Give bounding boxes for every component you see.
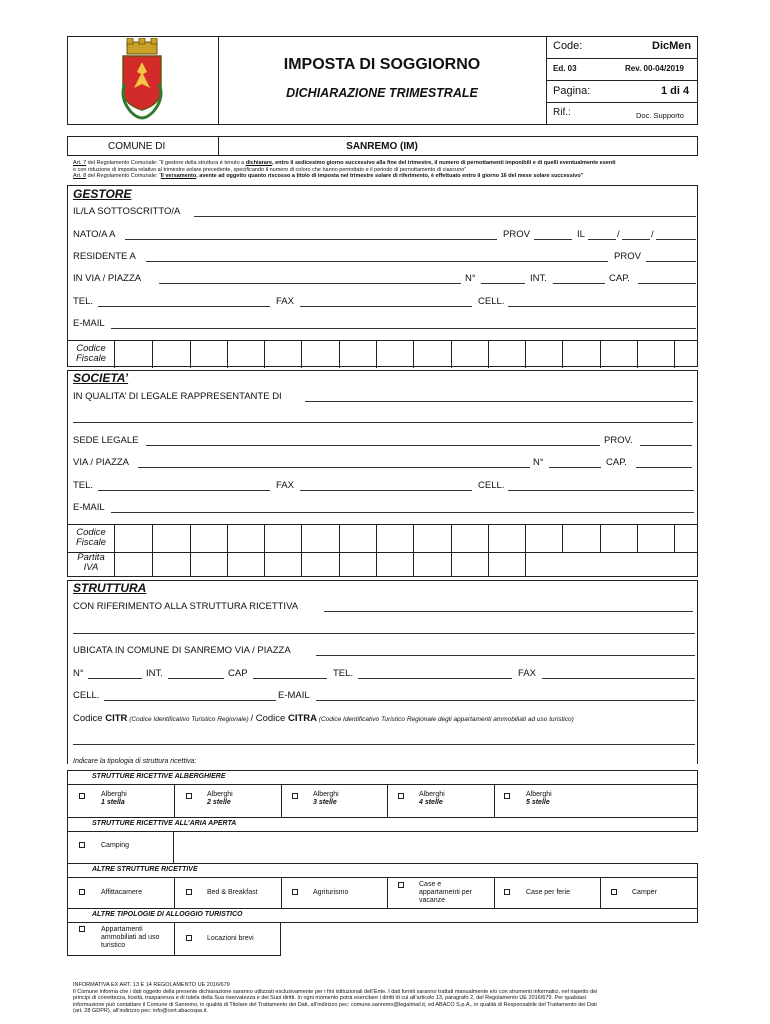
opt-appartamenti: Appartamenti ammobiliati ad uso turistico: [101, 926, 160, 949]
riferimento-label: CON RIFERIMENTO ALLA STRUTTURA RICETTIVA: [73, 601, 299, 612]
societa-civico-label: N°: [533, 457, 544, 468]
legale-label: IN QUALITA’ DI LEGALE RAPPRESENTANTE DI: [73, 391, 282, 402]
sede-prov-label: PROV.: [604, 435, 633, 446]
struttura-cell-input[interactable]: [104, 700, 276, 701]
opt-case-vacanze: Case e appartamenti per vacanze: [419, 881, 472, 904]
opt-alberghi-3: Alberghi 3 stelle: [313, 791, 339, 806]
code-value: DicMen: [652, 40, 692, 52]
opt-case-ferie: Case per ferie: [526, 889, 570, 896]
societa-cell-input[interactable]: [508, 490, 694, 491]
civico-input[interactable]: [481, 283, 525, 284]
checkbox-agriturismo[interactable]: [292, 889, 298, 895]
checkbox-alberghi-2[interactable]: [186, 793, 192, 799]
struttura-cap-label: CAP: [228, 668, 248, 679]
struttura-email-input[interactable]: [316, 700, 695, 701]
il-label: IL: [577, 229, 585, 240]
comune-value: SANREMO (IM): [346, 141, 418, 152]
opt-agriturismo: Agriturismo: [313, 889, 349, 896]
email-input[interactable]: [111, 328, 696, 329]
societa-via-label: VIA / PIAZZA: [73, 457, 129, 468]
indicare-label: Indicare la tipologia di struttura ricettiva:: [73, 758, 197, 765]
societa-fax-label: FAX: [276, 480, 294, 491]
residente-prov-input[interactable]: [646, 261, 696, 262]
societa-tel-label: TEL.: [73, 480, 94, 491]
cell-label: CELL.: [478, 296, 505, 307]
societa-cell-label: CELL.: [478, 480, 505, 491]
tel-label: TEL.: [73, 296, 94, 307]
checkbox-locazioni-brevi[interactable]: [186, 935, 192, 941]
checkbox-camping[interactable]: [79, 842, 85, 848]
code-label: Code:: [553, 40, 583, 52]
residente-prov-label: PROV: [614, 251, 641, 262]
opt-alberghi-5: Alberghi 5 stelle: [526, 791, 552, 806]
gestore-cf-grid[interactable]: Codice Fiscale: [67, 340, 698, 368]
societa-email-label: E-MAIL: [73, 502, 105, 513]
struttura-civico-label: N°: [73, 668, 84, 679]
opt-bed-breakfast: Bed & Breakfast: [207, 889, 258, 896]
sede-label: SEDE LEGALE: [73, 435, 139, 446]
struttura-interno-label: INT.: [146, 668, 163, 679]
checkbox-alberghi-1[interactable]: [79, 793, 85, 799]
societa-cf-grid[interactable]: Codice Fiscale: [67, 524, 698, 553]
interno-label: INT.: [530, 273, 547, 284]
gestore-title: GESTORE: [73, 187, 132, 201]
opt-camper: Camper: [632, 889, 657, 896]
societa-cap-label: CAP.: [606, 457, 627, 468]
legale-input[interactable]: [305, 401, 693, 402]
struttura-interno-input[interactable]: [168, 678, 224, 679]
cap-label: CAP.: [609, 273, 630, 284]
citr-input[interactable]: [73, 744, 695, 745]
ubicata-label: UBICATA IN COMUNE DI SANREMO VIA / PIAZZA: [73, 645, 291, 656]
revision-value: Rev. 00-04/2019: [625, 64, 685, 73]
cap-input[interactable]: [638, 283, 696, 284]
societa-title: SOCIETA’: [73, 371, 129, 385]
civico-label: N°: [465, 273, 476, 284]
opt-alberghi-2: Alberghi 2 stelle: [207, 791, 233, 806]
cat-alberghiere: STRUTTURE RICETTIVE ALBERGHIERE: [92, 773, 226, 780]
via-label: IN VIA / PIAZZA: [73, 273, 142, 284]
struttura-tel-input[interactable]: [358, 678, 512, 679]
sottoscritto-input[interactable]: [194, 216, 696, 217]
sede-input[interactable]: [146, 445, 600, 446]
societa-cap-input[interactable]: [636, 467, 692, 468]
checkbox-appartamenti[interactable]: [79, 926, 85, 932]
residente-label: RESIDENTE A: [73, 251, 136, 262]
rif-label: Rif.:: [553, 107, 571, 118]
partita-iva-grid[interactable]: Partita IVA: [67, 551, 698, 577]
citr-label: Codice CITR (Codice Identificativo Turistico Regionale) / Codice CITRA (Codice Identificativo Turistico Regionale degli appartamenti ammobiliati ad uso turistico): [73, 713, 574, 724]
regulation-note: Art. 7 del Regolamento Comunale: “Il gestore della struttura è tenuto a dichiarare, entro il sedicesimo giorno successivo alla fine del trimestre, il numero di pernottamenti imponibili e di quelli eventualmente esenti o con riduzione di imposta relativo al trimestre solare precedente, specificando il numero di coloro che hanno pernottato e il periodo di pernottamento di ciascuno” Art. 8 del Regolamento Comunale: “Il versamento, avente ad oggetto quanto riscosso a titolo di imposta nel trimestre solare di riferimento, è effettuato entro il giorno 16 del mese solare successivo”: [73, 160, 616, 179]
opt-alberghi-4: Alberghi 4 stelle: [419, 791, 445, 806]
checkbox-case-ferie[interactable]: [504, 889, 510, 895]
checkbox-affittacamere[interactable]: [79, 889, 85, 895]
struttura-cell-label: CELL.: [73, 690, 100, 701]
riferimento-input-2[interactable]: [73, 633, 695, 634]
struttura-cap-input[interactable]: [253, 678, 327, 679]
cat-aria-aperta: STRUTTURE RICETTIVE ALL’ARIA APERTA: [92, 820, 237, 827]
comune-label: COMUNE DI: [108, 141, 166, 152]
societa-via-input[interactable]: [138, 467, 530, 468]
struttura-title: STRUTTURA: [73, 581, 147, 595]
checkbox-case-vacanze[interactable]: [398, 882, 404, 888]
societa-civico-input[interactable]: [549, 467, 601, 468]
opt-affittacamere: Affittacamere: [101, 889, 143, 896]
nato-prov-label: PROV: [503, 229, 530, 240]
fax-input[interactable]: [300, 306, 472, 307]
nato-label: NATO/A A: [73, 229, 116, 240]
sede-prov-input[interactable]: [640, 445, 692, 446]
checkbox-alberghi-3[interactable]: [292, 793, 298, 799]
opt-alberghi-1: Alberghi 1 stella: [101, 791, 127, 806]
privacy-notice: INFORMATIVA EX ART. 13 E 14 REGOLAMENTO UE 2016/679 Il Comune informa che i dati oggetto della presente dichiarazione saranno utilizzati esclusivamente per i fini istituzionali dell’Ente. I dati forniti saranno trattati manualmente e/o con strumenti informatici, nel rispetto dei principi di correttezza, liceità, trasparenza e di tutela della Sua riservatezza e dei Suoi diritti. In ogni momento potrà esercitare i diritti di cui all’articolo 13, paragrafo 2, del Regolamento UE 2016/679. Per qualsiasi informazione può contattare il Comune di Sanremo, in qualità di Titolare del Trattamento dei Dati, all’indirizzo pec: comune.sanremo@legalmail.it, ed ABACO S.p.A., in qualità di Responsabile del Trattamento dei Dati (art. 28 GDPR), all’indirizzo pec: info@cert.abacospa.it.: [73, 982, 598, 1014]
rif-value: Doc. Supporto: [636, 111, 684, 120]
struttura-civico-input[interactable]: [88, 678, 142, 679]
fax-label: FAX: [276, 296, 294, 307]
cat-altre-strutture: ALTRE STRUTTURE RICETTIVE: [92, 866, 198, 873]
societa-email-input[interactable]: [111, 512, 694, 513]
tel-input[interactable]: [98, 306, 270, 307]
nato-prov-input[interactable]: [534, 239, 572, 240]
struttura-fax-label: FAX: [518, 668, 536, 679]
sottoscritto-label: IL/LA SOTTOSCRITTO/A: [73, 206, 181, 217]
struttura-tel-label: TEL.: [333, 668, 354, 679]
via-input[interactable]: [159, 283, 461, 284]
struttura-fax-input[interactable]: [542, 678, 695, 679]
ubicata-input[interactable]: [316, 655, 695, 656]
birth-year-input[interactable]: [656, 239, 696, 240]
page-value: 1 di 4: [661, 85, 690, 97]
opt-camping: Camping: [101, 842, 130, 849]
form-title: IMPOSTA DI SOGGIORNO: [283, 56, 481, 73]
checkbox-camper[interactable]: [611, 889, 617, 895]
checkbox-alberghi-4[interactable]: [398, 793, 404, 799]
page-label: Pagina:: [553, 85, 591, 97]
cat-alloggio-turistico: ALTRE TIPOLOGIE DI ALLOGGIO TURISTICO: [92, 911, 243, 918]
email-label: E-MAIL: [73, 318, 105, 329]
opt-locazioni-brevi: Locazioni brevi: [207, 935, 254, 942]
edition-label: Ed. 03: [553, 64, 577, 73]
cell-input[interactable]: [508, 306, 696, 307]
interno-input[interactable]: [553, 283, 605, 284]
struttura-email-label: E-MAIL: [278, 690, 310, 701]
tipologia-table: [67, 770, 698, 956]
form-subtitle: DICHIARAZIONE TRIMESTRALE: [286, 86, 478, 100]
nato-input[interactable]: [125, 239, 497, 240]
riferimento-input[interactable]: [324, 611, 693, 612]
societa-fax-input[interactable]: [300, 490, 472, 491]
checkbox-bed-breakfast[interactable]: [186, 889, 192, 895]
legale-input-2[interactable]: [73, 422, 693, 423]
birth-month-input[interactable]: [622, 239, 650, 240]
residente-input[interactable]: [146, 261, 608, 262]
checkbox-alberghi-5[interactable]: [504, 793, 510, 799]
coat-of-arms-icon: [117, 38, 167, 122]
birth-day-input[interactable]: [588, 239, 616, 240]
societa-tel-input[interactable]: [98, 490, 270, 491]
